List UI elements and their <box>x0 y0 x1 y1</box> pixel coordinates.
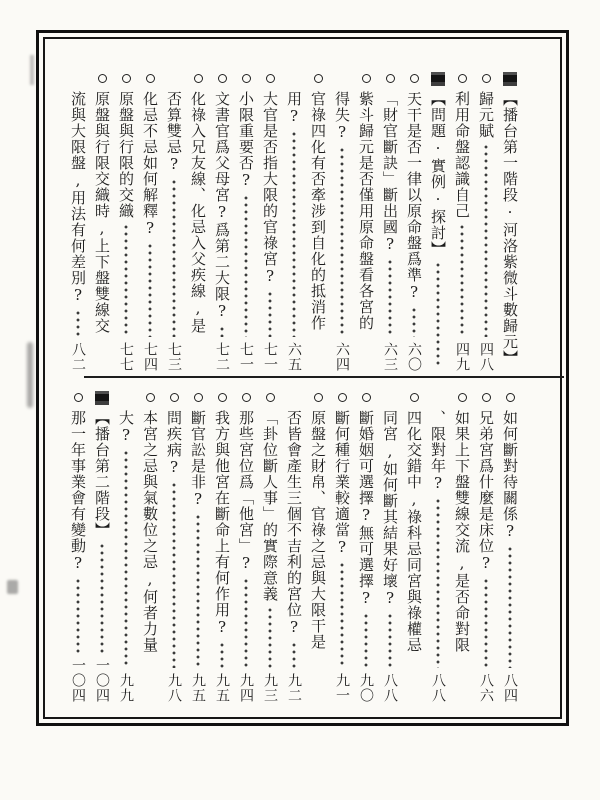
bullet-icon <box>170 390 179 410</box>
entry-title: 得失? <box>333 91 351 142</box>
entry-title: 小限重要否? <box>237 91 255 190</box>
toc-entry-column <box>330 390 354 704</box>
scan-artifact <box>27 342 33 408</box>
page-number: 一〇四 <box>70 658 86 703</box>
page-number: 九八 <box>166 673 182 703</box>
page-number: 九五 <box>190 673 206 703</box>
entry-title: 兄弟宮爲什麼是床位? <box>477 410 495 573</box>
entry-title: 那一年事業會有變動? <box>69 410 87 573</box>
toc-section-part1 <box>66 71 522 373</box>
entry-title: 【問題·實例·探討】 <box>429 91 447 257</box>
page-number: 一〇四 <box>94 658 110 703</box>
toc-entry-column <box>114 71 138 373</box>
section-marker-icon <box>503 71 517 91</box>
toc-entry-column <box>210 71 234 373</box>
toc-entry-column <box>186 71 210 373</box>
bullet-icon <box>242 71 251 91</box>
page-number: 九五 <box>214 673 230 703</box>
leader-dots <box>172 482 176 668</box>
bullet-icon <box>98 71 107 91</box>
toc-entry-column <box>162 71 186 373</box>
toc-entry-column <box>354 390 378 704</box>
bullet-icon <box>362 71 371 91</box>
toc-entry-column <box>234 71 258 373</box>
toc-entry-column <box>258 390 282 704</box>
page-number: 六四 <box>334 342 350 372</box>
toc-entry-column <box>474 390 498 704</box>
leader-dots <box>124 224 128 337</box>
leader-dots <box>364 336 368 368</box>
toc-entry-column <box>258 71 282 373</box>
leader-dots <box>100 543 104 653</box>
leader-dots <box>268 607 272 668</box>
leader-dots <box>220 326 224 337</box>
page-number: 四九 <box>454 342 470 372</box>
toc-entry-column <box>426 390 450 704</box>
leader-dots <box>244 578 248 668</box>
page-number: 四八 <box>478 342 494 372</box>
toc-entry-column <box>450 71 474 373</box>
entry-title: 斷婚姻可選擇?無可選擇? <box>357 410 375 608</box>
bullet-icon <box>242 390 251 410</box>
section-divider <box>84 376 564 378</box>
bullet-icon <box>218 390 227 410</box>
entry-title: 原盤與行限交織時,上下盤雙線交 <box>93 91 111 334</box>
bullet-icon <box>266 390 275 410</box>
entry-title: 如果上下盤雙線交流,是否命對限 <box>453 410 471 653</box>
entry-title: 【播台第二階段】 <box>93 410 111 538</box>
leader-dots <box>340 562 344 668</box>
bullet-icon <box>458 71 467 91</box>
page-number: 九四 <box>238 673 254 703</box>
leader-dots <box>508 546 512 668</box>
leader-dots <box>412 307 416 337</box>
entry-title: 問疾病? <box>165 410 183 477</box>
bullet-icon <box>314 71 323 91</box>
entry-title: 官祿四化有否牽涉到自化的抵消作 <box>309 91 327 331</box>
bullet-icon <box>194 71 203 91</box>
page-number: 七二 <box>214 342 230 372</box>
entry-title: 流與大限盤,用法有何差別? <box>69 91 87 305</box>
page-number: 九九 <box>118 673 134 703</box>
entry-title: 歸元賦 <box>477 91 495 139</box>
bullet-icon <box>194 390 203 410</box>
entry-title: 原盤與行限的交織 <box>117 91 135 219</box>
leader-dots <box>484 144 488 337</box>
leader-dots <box>292 131 296 337</box>
entry-title: 文書官爲父母宮?爲第二大限? <box>213 91 231 321</box>
bullet-icon <box>410 71 419 91</box>
toc-entry-column <box>354 71 378 373</box>
toc-entry-column <box>138 71 162 373</box>
bullet-icon <box>362 390 371 410</box>
leader-dots <box>76 310 80 337</box>
leader-dots <box>124 450 128 668</box>
entry-title: 斷官訟是非? <box>189 410 207 509</box>
scan-artifact <box>30 55 34 85</box>
entry-title: 如何斷對待關係? <box>501 410 519 541</box>
bullet-icon <box>410 390 419 410</box>
page-content <box>44 38 562 716</box>
page-number: 八八 <box>430 673 446 703</box>
toc-entry-column <box>306 71 330 373</box>
toc-entry-column <box>402 71 426 373</box>
toc-entry-column <box>498 71 522 373</box>
page-number: 七七 <box>118 342 134 372</box>
toc-entry-column <box>162 390 186 704</box>
page-number: 八四 <box>502 673 518 703</box>
entry-title: 否算雙忌? <box>165 91 183 174</box>
page-number: 九二 <box>286 673 302 703</box>
page-number: 九三 <box>262 673 278 703</box>
leader-dots <box>436 262 440 368</box>
entry-title: 大官是否指大限的官祿宮? <box>261 91 279 286</box>
leader-dots <box>100 339 104 368</box>
toc-entry-column <box>282 71 306 373</box>
toc-entry-column <box>306 390 330 704</box>
page-number: 七四 <box>142 342 158 372</box>
toc-entry-column <box>378 71 402 373</box>
entry-title: 「卦位斷人事」的實際意義 <box>261 410 279 602</box>
leader-dots <box>436 498 440 668</box>
leader-dots <box>268 291 272 337</box>
bullet-icon <box>482 390 491 410</box>
entry-title: 紫斗歸元是否僅用原命盤看各宮的 <box>357 91 375 331</box>
leader-dots <box>484 578 488 668</box>
page-number: 六三 <box>382 342 398 372</box>
page-number: 八二 <box>70 342 86 372</box>
bullet-icon <box>218 71 227 91</box>
toc-entry-column <box>282 390 306 704</box>
toc-entry-column <box>474 71 498 373</box>
entry-title: 化祿入兄友線、化忌入父疾線,是 <box>189 91 207 334</box>
bullet-icon <box>458 390 467 410</box>
toc-entry-column <box>498 390 522 704</box>
toc-entry-column <box>402 390 426 704</box>
bullet-icon <box>146 390 155 410</box>
entry-title: 本宮之忌與氣數位之忌,何者力量 <box>141 410 159 653</box>
entry-title: 【播台第一階段·河洛紫微斗數歸元】 <box>501 91 519 366</box>
toc-entry-column <box>66 71 90 373</box>
page-number: 六〇 <box>406 342 422 372</box>
toc-entry-column <box>234 390 258 704</box>
bullet-icon <box>338 390 347 410</box>
toc-entry-column <box>330 71 354 373</box>
leader-dots <box>388 613 392 668</box>
entry-title: 原盤之財帛、官祿之忌與大限干是 <box>309 410 327 650</box>
toc-entry-column <box>90 390 114 704</box>
page-number: 七一 <box>262 342 278 372</box>
entry-title: 同宮,如何斷其結果好壞? <box>381 410 399 608</box>
bullet-icon <box>482 71 491 91</box>
entry-title: 用? <box>285 91 303 126</box>
entry-title: 化忌不忌如何解釋? <box>141 91 159 238</box>
leader-dots <box>412 658 416 699</box>
page-number: 九一 <box>334 673 350 703</box>
leader-dots <box>148 658 152 699</box>
leader-dots <box>508 371 512 375</box>
leader-dots <box>364 613 368 668</box>
entry-title: 「財官斷訣」斷出國? <box>381 91 399 254</box>
entry-title: 我方與他宮在斷命上有何作用? <box>213 410 231 637</box>
leader-dots <box>76 578 80 653</box>
entry-title: 那些宮位爲「他宮」? <box>237 410 255 573</box>
scan-artifact <box>7 580 18 594</box>
page-number: 七三 <box>166 342 182 372</box>
toc-entry-column <box>378 390 402 704</box>
page-number: 七一 <box>238 342 254 372</box>
leader-dots <box>220 642 224 668</box>
leader-dots <box>460 224 464 337</box>
section-marker-icon <box>431 71 445 91</box>
leader-dots <box>148 243 152 337</box>
entry-title: 否皆會產生三個不吉利的宮位? <box>285 410 303 637</box>
toc-entry-column <box>426 71 450 373</box>
leader-dots <box>460 658 464 699</box>
section-marker-icon <box>95 390 109 410</box>
leader-dots <box>340 147 344 337</box>
bullet-icon <box>74 390 83 410</box>
toc-entry-column <box>114 390 138 704</box>
bullet-icon <box>122 71 131 91</box>
page-number: 九〇 <box>358 673 374 703</box>
toc-entry-column <box>186 390 210 704</box>
leader-dots <box>196 514 200 668</box>
bullet-icon <box>146 71 155 91</box>
leader-dots <box>316 655 320 699</box>
page-number: 八六 <box>478 673 494 703</box>
toc-entry-column <box>450 390 474 704</box>
toc-entry-column <box>66 390 90 704</box>
leader-dots <box>292 642 296 668</box>
leader-dots <box>172 179 176 337</box>
entry-title: 天干是否一律以原命盤爲準? <box>405 91 423 302</box>
entry-title: 四化交錯中,祿科忌同宮與祿權忌 <box>405 410 423 653</box>
leader-dots <box>196 339 200 368</box>
toc-entry-column <box>90 71 114 373</box>
entry-title: 利用命盤認識自己 <box>453 91 471 219</box>
entry-title: 、限對年? <box>429 410 447 493</box>
toc-entry-column <box>138 390 162 704</box>
leader-dots <box>316 336 320 368</box>
page-number: 六五 <box>286 342 302 372</box>
bullet-icon <box>266 71 275 91</box>
bullet-icon <box>314 390 323 410</box>
bullet-icon <box>506 390 515 410</box>
toc-entry-column <box>210 390 234 704</box>
bullet-icon <box>386 71 395 91</box>
entry-title: 斷何種行業較適當? <box>333 410 351 557</box>
leader-dots <box>388 259 392 337</box>
page-number: 八八 <box>382 673 398 703</box>
toc-section-part2 <box>66 390 522 704</box>
entry-title: 大? <box>117 410 135 445</box>
leader-dots <box>244 195 248 337</box>
